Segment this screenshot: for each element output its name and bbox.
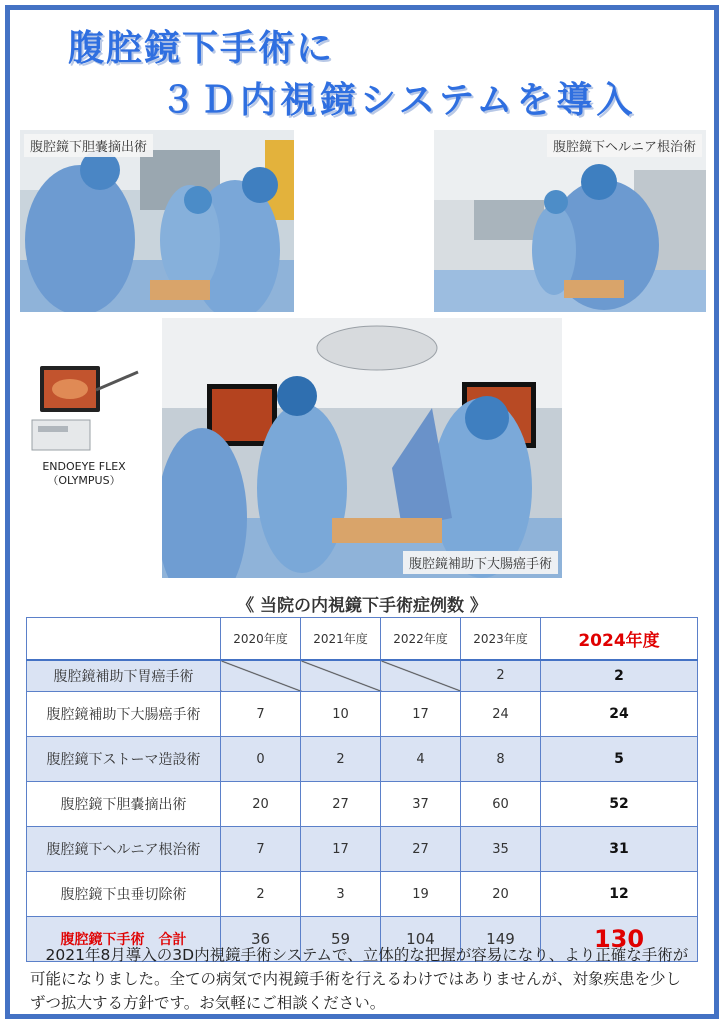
case-count-table xyxy=(26,617,698,962)
cell-value-2024: 31 xyxy=(541,827,698,872)
cell-value: 7 xyxy=(221,827,301,872)
total-value: 59 xyxy=(301,917,381,962)
row-name: 腹腔鏡補助下大腸癌手術 xyxy=(27,692,221,737)
cell-value: 8 xyxy=(461,737,541,782)
row-name: 腹腔鏡下胆嚢摘出術 xyxy=(27,782,221,827)
cell-value: 4 xyxy=(381,737,461,782)
table-row xyxy=(27,782,698,827)
photo-caption-hernia-repair: 腹腔鏡下ヘルニア根治術 xyxy=(547,134,702,157)
cell-not-applicable xyxy=(381,660,461,692)
photo-caption-colorectal-surgery: 腹腔鏡補助下大腸癌手術 xyxy=(403,551,558,574)
cell-value: 60 xyxy=(461,782,541,827)
cell-value: 27 xyxy=(381,827,461,872)
cell-value: 10 xyxy=(301,692,381,737)
cell-value: 2 xyxy=(301,737,381,782)
photo-colorectal-surgery xyxy=(162,318,562,578)
table-header-2021: 2021年度 xyxy=(301,618,381,660)
table-header-2024: 2024年度 xyxy=(541,618,698,660)
cell-not-applicable xyxy=(301,660,381,692)
table-header-row xyxy=(27,618,698,660)
cell-value: 20 xyxy=(221,782,301,827)
description-text: 2021年8月導入の3D内視鏡手術システムで、立体的な把握が容易になり、より正確な手術が可能になりました。全ての病気で内視鏡手術を行えるわけではありませんが、対象疾患を少しずつ拡大する方針です。お気軽にご相談ください。 xyxy=(30,946,689,1012)
cell-value-2024: 5 xyxy=(541,737,698,782)
total-value: 149 xyxy=(461,917,541,962)
device-caption-maker: （OLYMPUS） xyxy=(47,474,121,487)
table-row xyxy=(27,737,698,782)
cell-value: 20 xyxy=(461,872,541,917)
photo-caption-cholecystectomy: 腹腔鏡下胆嚢摘出術 xyxy=(24,134,153,157)
cell-value: 7 xyxy=(221,692,301,737)
cell-value-2024: 12 xyxy=(541,872,698,917)
cell-value: 19 xyxy=(381,872,461,917)
cell-value: 27 xyxy=(301,782,381,827)
title-line-1: 腹腔鏡下手術に xyxy=(68,28,335,69)
cell-value: 35 xyxy=(461,827,541,872)
total-row-name: 腹腔鏡下手術 合計 xyxy=(27,917,221,962)
table-header-2023: 2023年度 xyxy=(461,618,541,660)
table-row xyxy=(27,872,698,917)
cell-value: 3 xyxy=(301,872,381,917)
table-row xyxy=(27,660,698,692)
photo-cholecystectomy xyxy=(20,130,294,312)
photo-hernia-repair xyxy=(434,130,706,312)
endoscope-device-image xyxy=(26,360,140,456)
table-header-blank xyxy=(27,618,221,660)
device-caption xyxy=(22,460,146,488)
section-title: 《 当院の内視鏡下手術症例数 》 xyxy=(237,596,487,616)
row-name: 腹腔鏡下ヘルニア根治術 xyxy=(27,827,221,872)
cell-value-2024: 52 xyxy=(541,782,698,827)
cell-value: 2 xyxy=(461,660,541,692)
cell-value: 2 xyxy=(221,872,301,917)
cell-value: 17 xyxy=(301,827,381,872)
cell-value: 37 xyxy=(381,782,461,827)
total-value: 36 xyxy=(221,917,301,962)
table-header-2020: 2020年度 xyxy=(221,618,301,660)
total-value-2024: 130 xyxy=(541,917,698,962)
total-value: 104 xyxy=(381,917,461,962)
table-row xyxy=(27,827,698,872)
title-line-2: ３Ｄ内視鏡システムを導入 xyxy=(160,80,637,121)
cell-value: 0 xyxy=(221,737,301,782)
device-caption-name: ENDOEYE FLEX xyxy=(42,460,126,473)
row-name: 腹腔鏡補助下胃癌手術 xyxy=(27,660,221,692)
table-header-2022: 2022年度 xyxy=(381,618,461,660)
table-row xyxy=(27,692,698,737)
cell-not-applicable xyxy=(221,660,301,692)
cell-value: 17 xyxy=(381,692,461,737)
row-name: 腹腔鏡下虫垂切除術 xyxy=(27,872,221,917)
cell-value-2024: 24 xyxy=(541,692,698,737)
row-name: 腹腔鏡下ストーマ造設術 xyxy=(27,737,221,782)
cell-value: 24 xyxy=(461,692,541,737)
cell-value-2024: 2 xyxy=(541,660,698,692)
